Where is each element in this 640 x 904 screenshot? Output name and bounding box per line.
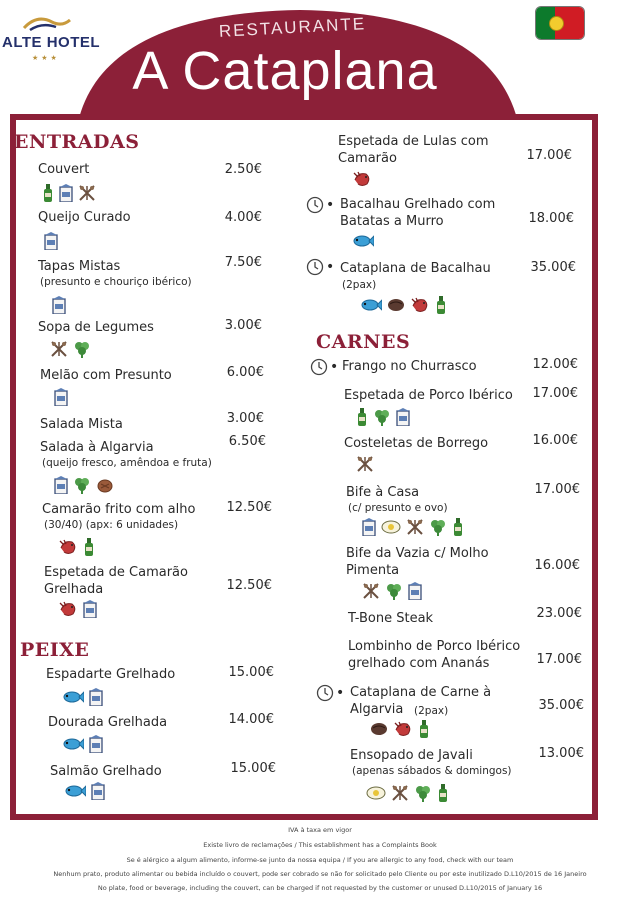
celery-icon [429,518,447,536]
menu-item-espetada-de-camarao: Espetada de Camarão [44,565,188,580]
milk-icon [362,518,376,536]
restaurant-label: RESTAURANTE [218,14,367,41]
allergen-icons-espadarte [62,688,103,706]
price-frango-no-churrasco: 12.00€ [532,357,578,372]
restaurant-name: A Cataplana [132,41,438,101]
allergen-icons-dourada [62,735,103,753]
price-cataplana-de-carne: 35.00€ [538,698,584,713]
footer-vat-note: IVA à taxa em vigor [288,826,352,834]
menu-item-t-bone-steak: T-Bone Steak [348,611,434,626]
milk-icon [89,735,103,753]
price-espetada-de-lulas: 17.00€ [526,148,572,163]
allergen-icons-bacalhau-grelhado [352,232,374,250]
wheat-icon [406,518,424,536]
menu-note-cataplana-de-carne: (2pax) [414,705,449,717]
menu-item-bife-da-vazia: Bife da Vazia c/ Molho [346,546,489,561]
fish-icon [64,783,86,799]
menu-item-couvert: Couvert [38,162,90,177]
egg-icon [381,519,401,535]
fish-icon [360,297,382,313]
clock-icon-cataplana-bacalhau: • [306,258,334,276]
milk-icon [408,582,422,600]
clock-icon-frango: • [310,358,338,376]
allergen-icons-costeletas-de-borrego [356,455,374,473]
allergen-icons-salada-algarvia [54,476,114,494]
shrimp-icon [393,720,413,738]
menu-item-bife-a-casa: Bife à Casa [346,485,420,500]
menu-item-queijo-curado: Queijo Curado [38,210,131,225]
menu-item-tapas-mistas: Tapas Mistas [38,259,121,274]
milk-icon [83,600,97,618]
bottle-icon [356,408,368,426]
wheat-icon [356,455,374,473]
allergen-icons-tapas-mistas [52,296,66,314]
clock-icon-cataplana-carne: • [316,684,344,702]
menu-note-cataplana-de-bacalhau: (2pax) [342,279,377,291]
bottle-icon [452,518,464,536]
menu-item-bacalhau-grelhado-line2: Batatas a Murro [340,214,444,229]
menu-item-salmao: Salmão Grelhado [50,764,162,779]
price-lombinho: 17.00€ [536,652,582,667]
milk-icon [54,476,68,494]
hotel-name: ALTE HOTEL [2,34,101,51]
menu-item-camarao-frito: Camarão frito com alho [42,502,196,517]
menu-item-espetada-de-lulas: Espetada de Lulas com [338,134,489,149]
price-t-bone-steak: 23.00€ [536,606,582,621]
menu-item-ensopado-de-javali: Ensopado de Javali [350,748,473,763]
allergen-icons-melao-com-presunto [54,388,68,406]
price-espadarte: 15.00€ [228,665,274,680]
wheat-icon [362,582,380,600]
wheat-icon [78,184,96,202]
nut-icon [96,476,114,494]
allergen-icons-queijo-curado [44,232,58,250]
price-camarao-frito: 12.50€ [226,500,272,515]
egg-icon [366,785,386,801]
menu-item-espetada-de-porco: Espetada de Porco Ibérico [344,388,513,403]
fish-icon [62,736,84,752]
price-cataplana-de-bacalhau: 35.00€ [530,260,576,275]
milk-icon [44,232,58,250]
section-title-entradas: ENTRADAS [14,131,140,153]
footer-complaints-book: Existe livro de reclamações / This establishment has a Complaints Book [203,841,437,849]
menu-item-cataplana-de-bacalhau: Cataplana de Bacalhau [340,261,491,276]
price-ensopado-de-javali: 13.00€ [538,746,584,761]
menu-item-espadarte: Espadarte Grelhado [46,667,176,682]
menu-item-lombinho: Lombinho de Porco Ibérico [348,639,521,654]
celery-icon [373,408,391,426]
milk-icon [59,184,73,202]
price-bife-a-casa: 17.00€ [534,482,580,497]
menu-note-camarao-frito: (30/40) (apx: 6 unidades) [44,519,179,531]
allergen-icons-bife-da-vazia [362,582,422,600]
footer-legal-en: No plate, food or beverage, including the couvert, can be charged if not requested by the customer or unused D.L10/2015 of January 16 [97,884,543,892]
price-bacalhau-grelhado: 18.00€ [528,211,574,226]
menu-item-espetada-de-lulas-line2: Camarão [338,151,397,166]
allergen-icons-ensopado-de-javali [366,784,449,802]
section-title-peixe: PEIXE [20,639,90,661]
menu-item-bacalhau-grelhado: Bacalhau Grelhado com [340,197,496,212]
menu-item-lombinho-line2: grelhado com Ananás [348,656,490,671]
menu-item-costeletas-de-borrego: Costeletas de Borrego [344,436,489,451]
allergen-icons-bife-a-casa [362,518,464,536]
footer-legal-pt: Nenhum prato, produto alimentar ou bebida incluído o couvert, pode ser cobrado se não for solicitado pelo Cliente ou por este inutilizado D.L10/2015 de 16 Janeiro [53,870,587,878]
menu-item-bife-da-vazia-line2: Pimenta [346,563,400,578]
milk-icon [91,782,105,800]
shrimp-icon [352,170,372,188]
fish-icon [352,233,374,249]
menu-item-sopa-de-legumes: Sopa de Legumes [38,320,154,335]
price-queijo-curado: 4.00€ [224,210,262,225]
menu-item-cataplana-de-carne: Cataplana de Carne à [350,685,492,700]
allergen-icons-cataplana-de-bacalhau [360,296,447,314]
celery-icon [414,784,432,802]
price-bife-da-vazia: 16.00€ [534,558,580,573]
price-salada-algarvia: 6.50€ [228,434,266,449]
menu-item-melao-com-presunto: Melão com Presunto [40,368,172,383]
allergen-icons-espetada-de-porco [356,408,410,426]
celery-icon [73,340,91,358]
bottle-icon [42,184,54,202]
price-salada-mista: 3.00€ [226,411,264,426]
milk-icon [396,408,410,426]
menu-note-ensopado-de-javali: (apenas sábados & domingos) [352,765,512,777]
allergen-icons-camarao-frito [58,538,95,556]
footer-allergy-note: Se é alérgico a algum alimento, informe-se junto da nossa equipa / If you are allergic to any food, check with our team [126,856,514,864]
clock-icon-bacalhau-grelhado: • [306,196,334,214]
allergen-icons-cataplana-de-carne [370,720,430,738]
celery-icon [73,476,91,494]
bottle-icon [83,538,95,556]
menu-item-dourada: Dourada Grelhada [48,715,168,730]
allergen-icons-couvert [42,184,96,202]
celery-icon [385,582,403,600]
shrimp-icon [58,538,78,556]
allergen-icons-espetada-de-lulas [352,170,372,188]
menu-item-salada-algarvia: Salada à Algarvia [40,440,154,455]
allergen-icons-espetada-de-camarao [58,600,97,618]
hotel-stars: ★★★ [32,54,60,62]
mollusc-icon [387,298,405,312]
menu-note-salada-algarvia: (queijo fresco, amêndoa e fruta) [42,457,212,469]
mollusc-icon [370,722,388,736]
wheat-icon [50,340,68,358]
menu-item-cataplana-de-carne-line2: Algarvia [350,702,404,717]
milk-icon [54,388,68,406]
section-title-carnes: CARNES [316,331,411,353]
allergen-icons-sopa-de-legumes [50,340,91,358]
price-salmao: 15.00€ [230,761,276,776]
price-melao-com-presunto: 6.00€ [226,365,264,380]
price-couvert: 2.50€ [224,162,262,177]
price-espetada-de-camarao: 12.50€ [226,578,272,593]
menu-item-espetada-de-camarao-line2: Grelhada [44,582,104,597]
menu-item-salada-mista: Salada Mista [40,417,123,432]
bottle-icon [418,720,430,738]
wheat-icon [391,784,409,802]
bottle-icon [435,296,447,314]
fish-icon [62,689,84,705]
price-tapas-mistas: 7.50€ [224,255,262,270]
price-espetada-de-porco: 17.00€ [532,386,578,401]
price-costeletas-de-borrego: 16.00€ [532,433,578,448]
milk-icon [52,296,66,314]
price-dourada: 14.00€ [228,712,274,727]
milk-icon [89,688,103,706]
bottle-icon [437,784,449,802]
shrimp-icon [58,600,78,618]
menu-note-tapas-mistas: (presunto e chouriço ibérico) [40,276,192,288]
price-sopa-de-legumes: 3.00€ [224,318,262,333]
menu-note-bife-a-casa: (c/ presunto e ovo) [348,502,448,514]
menu-item-frango-no-churrasco: Frango no Churrasco [342,359,477,374]
shrimp-icon [410,296,430,314]
allergen-icons-salmao [64,782,105,800]
